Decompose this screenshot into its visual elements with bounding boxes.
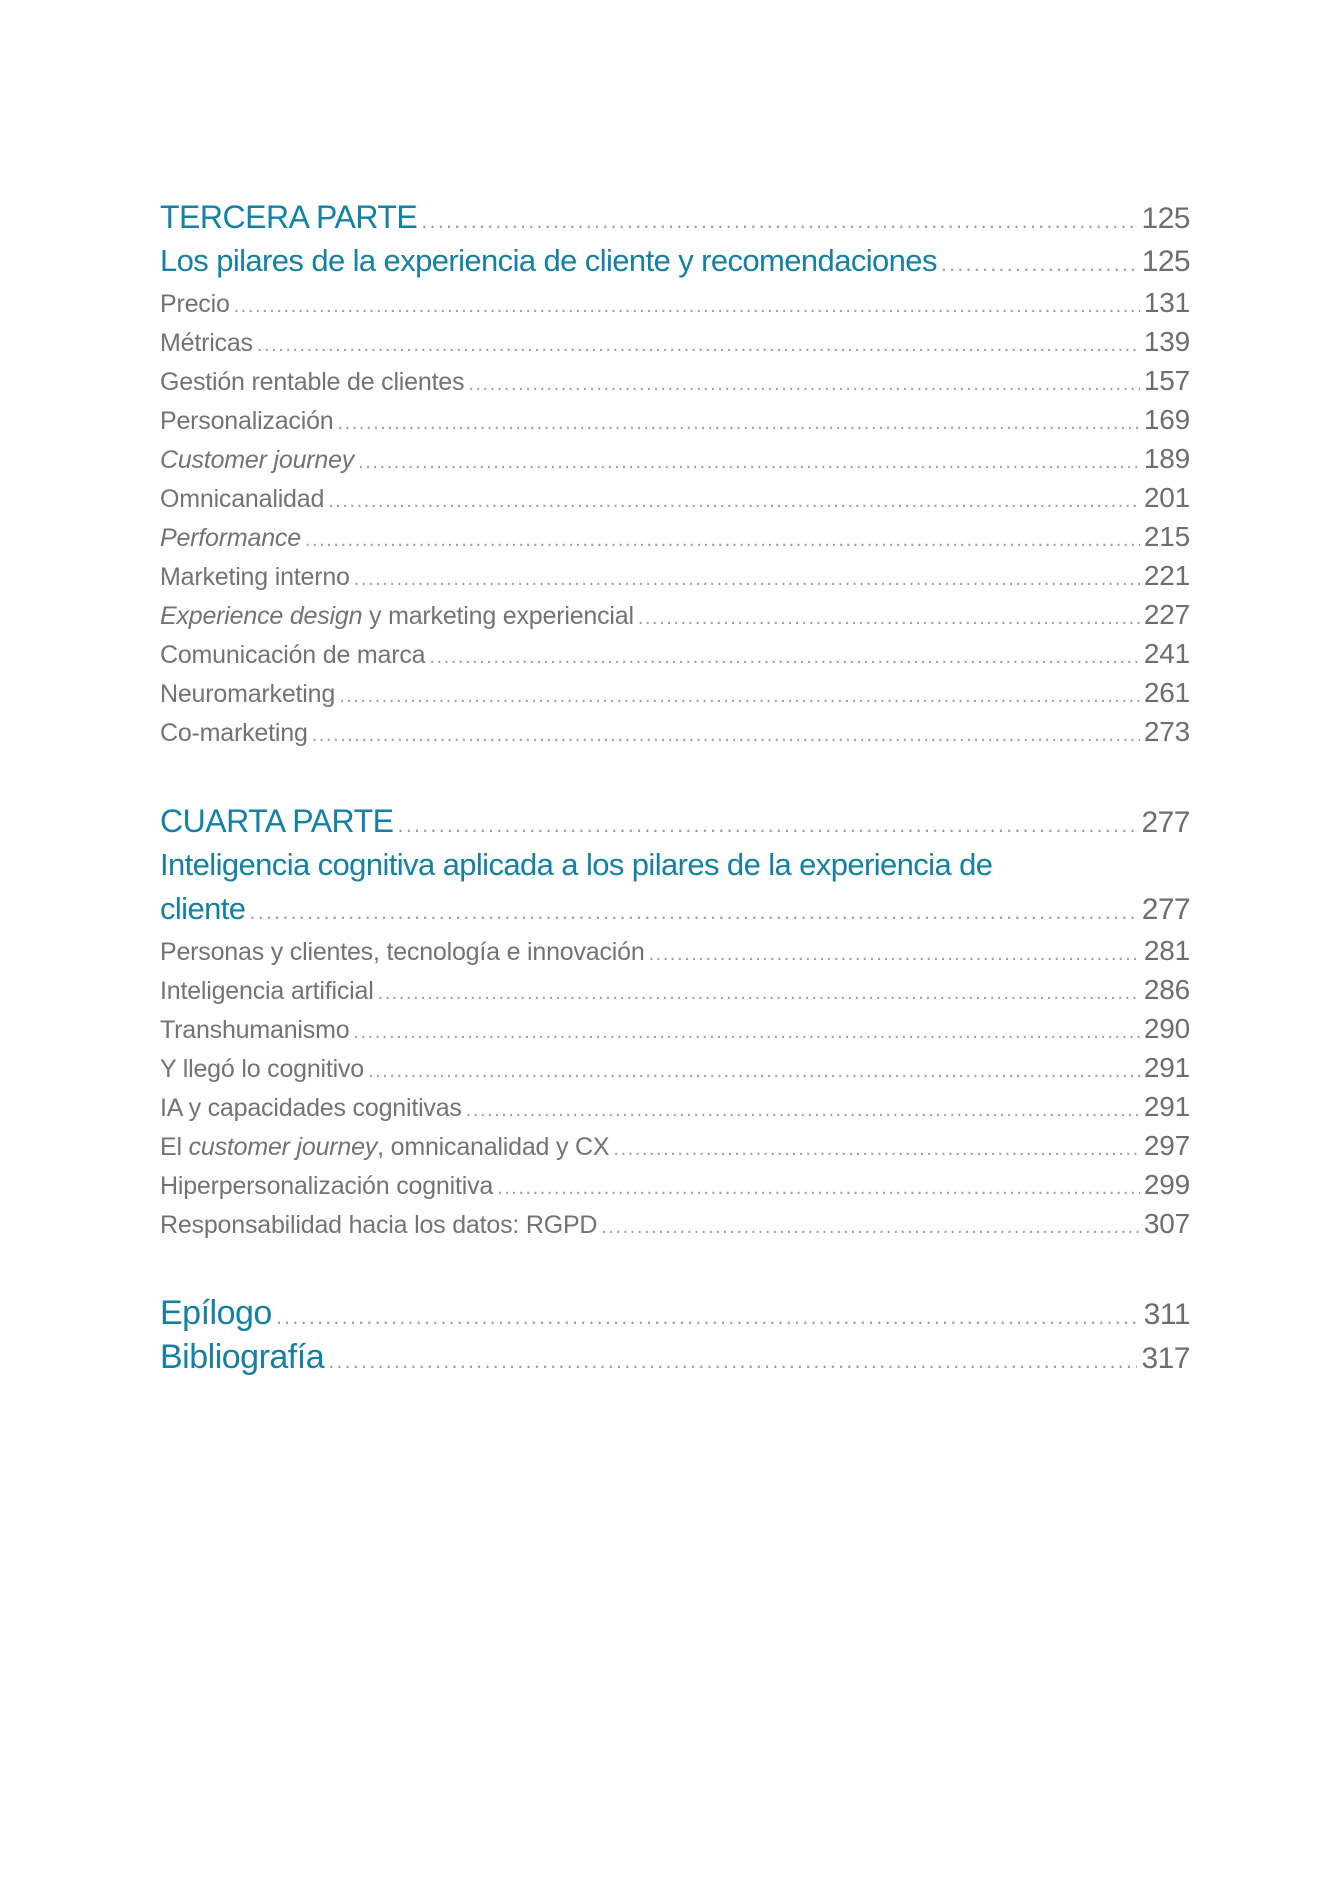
toc-entry-llego-cognitivo[interactable]: [160, 1048, 1190, 1087]
page-number: 139: [1143, 326, 1190, 357]
page-number: 131: [1143, 287, 1190, 318]
dot-leader: [613, 1130, 1140, 1169]
table-of-contents: [160, 195, 1190, 1379]
toc-entry-personalizacion[interactable]: [160, 400, 1190, 439]
page-number: 125: [1141, 202, 1190, 235]
toc-entry-neuromarketing[interactable]: [160, 673, 1190, 712]
dot-leader: [397, 803, 1137, 847]
entry-label: Hiperpersonalización cognitiva: [160, 1172, 494, 1200]
dot-leader: [257, 326, 1140, 365]
page-number: 227: [1143, 599, 1190, 630]
toc-part-heading[interactable]: [160, 195, 1190, 239]
toc-part-title[interactable]: [160, 239, 1190, 283]
entry-label: Bibliografía: [160, 1338, 325, 1376]
dot-leader: [468, 365, 1140, 404]
entry-label-italic: Performance: [160, 524, 301, 552]
page-number: 261: [1143, 677, 1190, 708]
entry-label-italic: Experience design: [160, 602, 363, 630]
dot-leader: [338, 404, 1140, 443]
dot-leader: [368, 1052, 1140, 1091]
entry-label: [160, 519, 301, 558]
dot-leader: [358, 443, 1140, 482]
entry-label: Marketing interno: [160, 563, 350, 591]
entry-label-italic: customer journey: [188, 1133, 378, 1161]
entry-label-italic: Customer journey: [160, 446, 355, 474]
part-title-label: Los pilares de la experiencia de cliente y recomendaciones: [160, 243, 937, 278]
entry-label-pre: El: [160, 1133, 189, 1161]
entry-label: [160, 1128, 609, 1167]
toc-entry-responsabilidad-datos[interactable]: [160, 1204, 1190, 1243]
entry-label: Omnicanalidad: [160, 485, 325, 513]
entry-label: IA y capacidades cognitivas: [160, 1094, 462, 1122]
toc-entry-hiperpersonalizacion[interactable]: [160, 1165, 1190, 1204]
dot-leader: [429, 638, 1140, 677]
dot-leader: [305, 521, 1140, 560]
toc-entry-ia-capacidades[interactable]: [160, 1087, 1190, 1126]
entry-label: Y llegó lo cognitivo: [160, 1055, 365, 1083]
page-number: 281: [1143, 935, 1190, 966]
toc-entry-bibliografia[interactable]: [160, 1335, 1190, 1379]
page-number: 286: [1143, 974, 1190, 1005]
toc-entry-precio[interactable]: [160, 283, 1190, 322]
part-title-line-1[interactable]: Inteligencia cognitiva aplicada a los pilares de la experiencia de: [160, 847, 993, 882]
page-number: 297: [1143, 1130, 1190, 1161]
toc-entry-marketing-interno[interactable]: [160, 556, 1190, 595]
page-number: 277: [1141, 806, 1190, 839]
toc-entry-epilogo[interactable]: [160, 1291, 1190, 1335]
page-number: 125: [1141, 245, 1190, 278]
dot-leader: [941, 242, 1138, 286]
page-number: 290: [1143, 1013, 1190, 1044]
entry-label: Comunicación de marca: [160, 641, 426, 669]
entry-label: Precio: [160, 290, 230, 318]
toc-entry-experience-design[interactable]: [160, 595, 1190, 634]
toc-entry-transhumanismo[interactable]: [160, 1009, 1190, 1048]
entry-label: Responsabilidad hacia los datos: RGPD: [160, 1211, 598, 1239]
dot-leader: [276, 1295, 1140, 1339]
dot-leader: [354, 560, 1140, 599]
entry-label: Co-marketing: [160, 719, 308, 747]
page-number: 273: [1143, 716, 1190, 747]
toc-entry-omnicanalidad[interactable]: [160, 478, 1190, 517]
section-part-3: [160, 195, 1190, 751]
toc-part-title[interactable]: [160, 887, 1190, 931]
entry-label: [160, 597, 634, 636]
entry-label: Personas y clientes, tecnología e innovación: [160, 938, 645, 966]
entry-label-rest: y marketing experiencial: [362, 602, 634, 630]
page-number: 201: [1143, 482, 1190, 513]
dot-leader: [234, 287, 1140, 326]
dot-leader: [328, 1339, 1137, 1383]
entry-label: Transhumanismo: [160, 1016, 350, 1044]
page-number: 221: [1143, 560, 1190, 591]
section-part-4: [160, 799, 1190, 1243]
page-number: 215: [1143, 521, 1190, 552]
toc-entry-metricas[interactable]: [160, 322, 1190, 361]
toc-entry-gestion-rentable[interactable]: [160, 361, 1190, 400]
dot-leader: [328, 482, 1140, 521]
toc-entry-co-marketing[interactable]: [160, 712, 1190, 751]
toc-part-heading[interactable]: [160, 799, 1190, 843]
entry-label: Gestión rentable de clientes: [160, 368, 465, 396]
toc-entry-comunicacion-marca[interactable]: [160, 634, 1190, 673]
toc-entry-customer-journey[interactable]: [160, 439, 1190, 478]
dot-leader: [312, 716, 1140, 755]
part-heading-label: CUARTA PARTE: [160, 803, 394, 839]
entry-label: Inteligencia artificial: [160, 977, 374, 1005]
page-number: 291: [1143, 1091, 1190, 1122]
dot-leader: [466, 1091, 1140, 1130]
page-number: 157: [1143, 365, 1190, 396]
dot-leader: [378, 974, 1140, 1013]
page-number: 277: [1141, 893, 1190, 926]
dot-leader: [638, 599, 1140, 638]
page-number: 299: [1143, 1169, 1190, 1200]
part-title-line-2: cliente: [160, 891, 246, 926]
page-number: 307: [1143, 1208, 1190, 1239]
page-number: 311: [1143, 1298, 1190, 1331]
dot-leader: [353, 1013, 1139, 1052]
entry-label: [160, 441, 354, 480]
entry-label: Personalización: [160, 407, 334, 435]
page-number: 291: [1143, 1052, 1190, 1083]
entry-label: Epílogo: [160, 1294, 272, 1332]
toc-entry-performance[interactable]: [160, 517, 1190, 556]
page-number: 317: [1141, 1342, 1190, 1375]
dot-leader: [497, 1169, 1140, 1208]
entry-label: Neuromarketing: [160, 680, 336, 708]
toc-entry-inteligencia-artificial[interactable]: [160, 970, 1190, 1009]
toc-entry-customer-journey-cx[interactable]: [160, 1126, 1190, 1165]
page-number: 189: [1143, 443, 1190, 474]
dot-leader: [249, 890, 1137, 934]
dot-leader: [421, 199, 1137, 243]
part-heading-label: TERCERA PARTE: [160, 199, 418, 235]
page-number: 241: [1143, 638, 1190, 669]
entry-label-rest: , omnicanalidad y CX: [377, 1133, 610, 1161]
dot-leader: [649, 935, 1140, 974]
entry-label: Métricas: [160, 329, 253, 357]
dot-leader: [339, 677, 1140, 716]
dot-leader: [601, 1208, 1140, 1247]
section-back-matter: [160, 1291, 1190, 1379]
toc-entry-personas-clientes[interactable]: [160, 931, 1190, 970]
page-number: 169: [1143, 404, 1190, 435]
